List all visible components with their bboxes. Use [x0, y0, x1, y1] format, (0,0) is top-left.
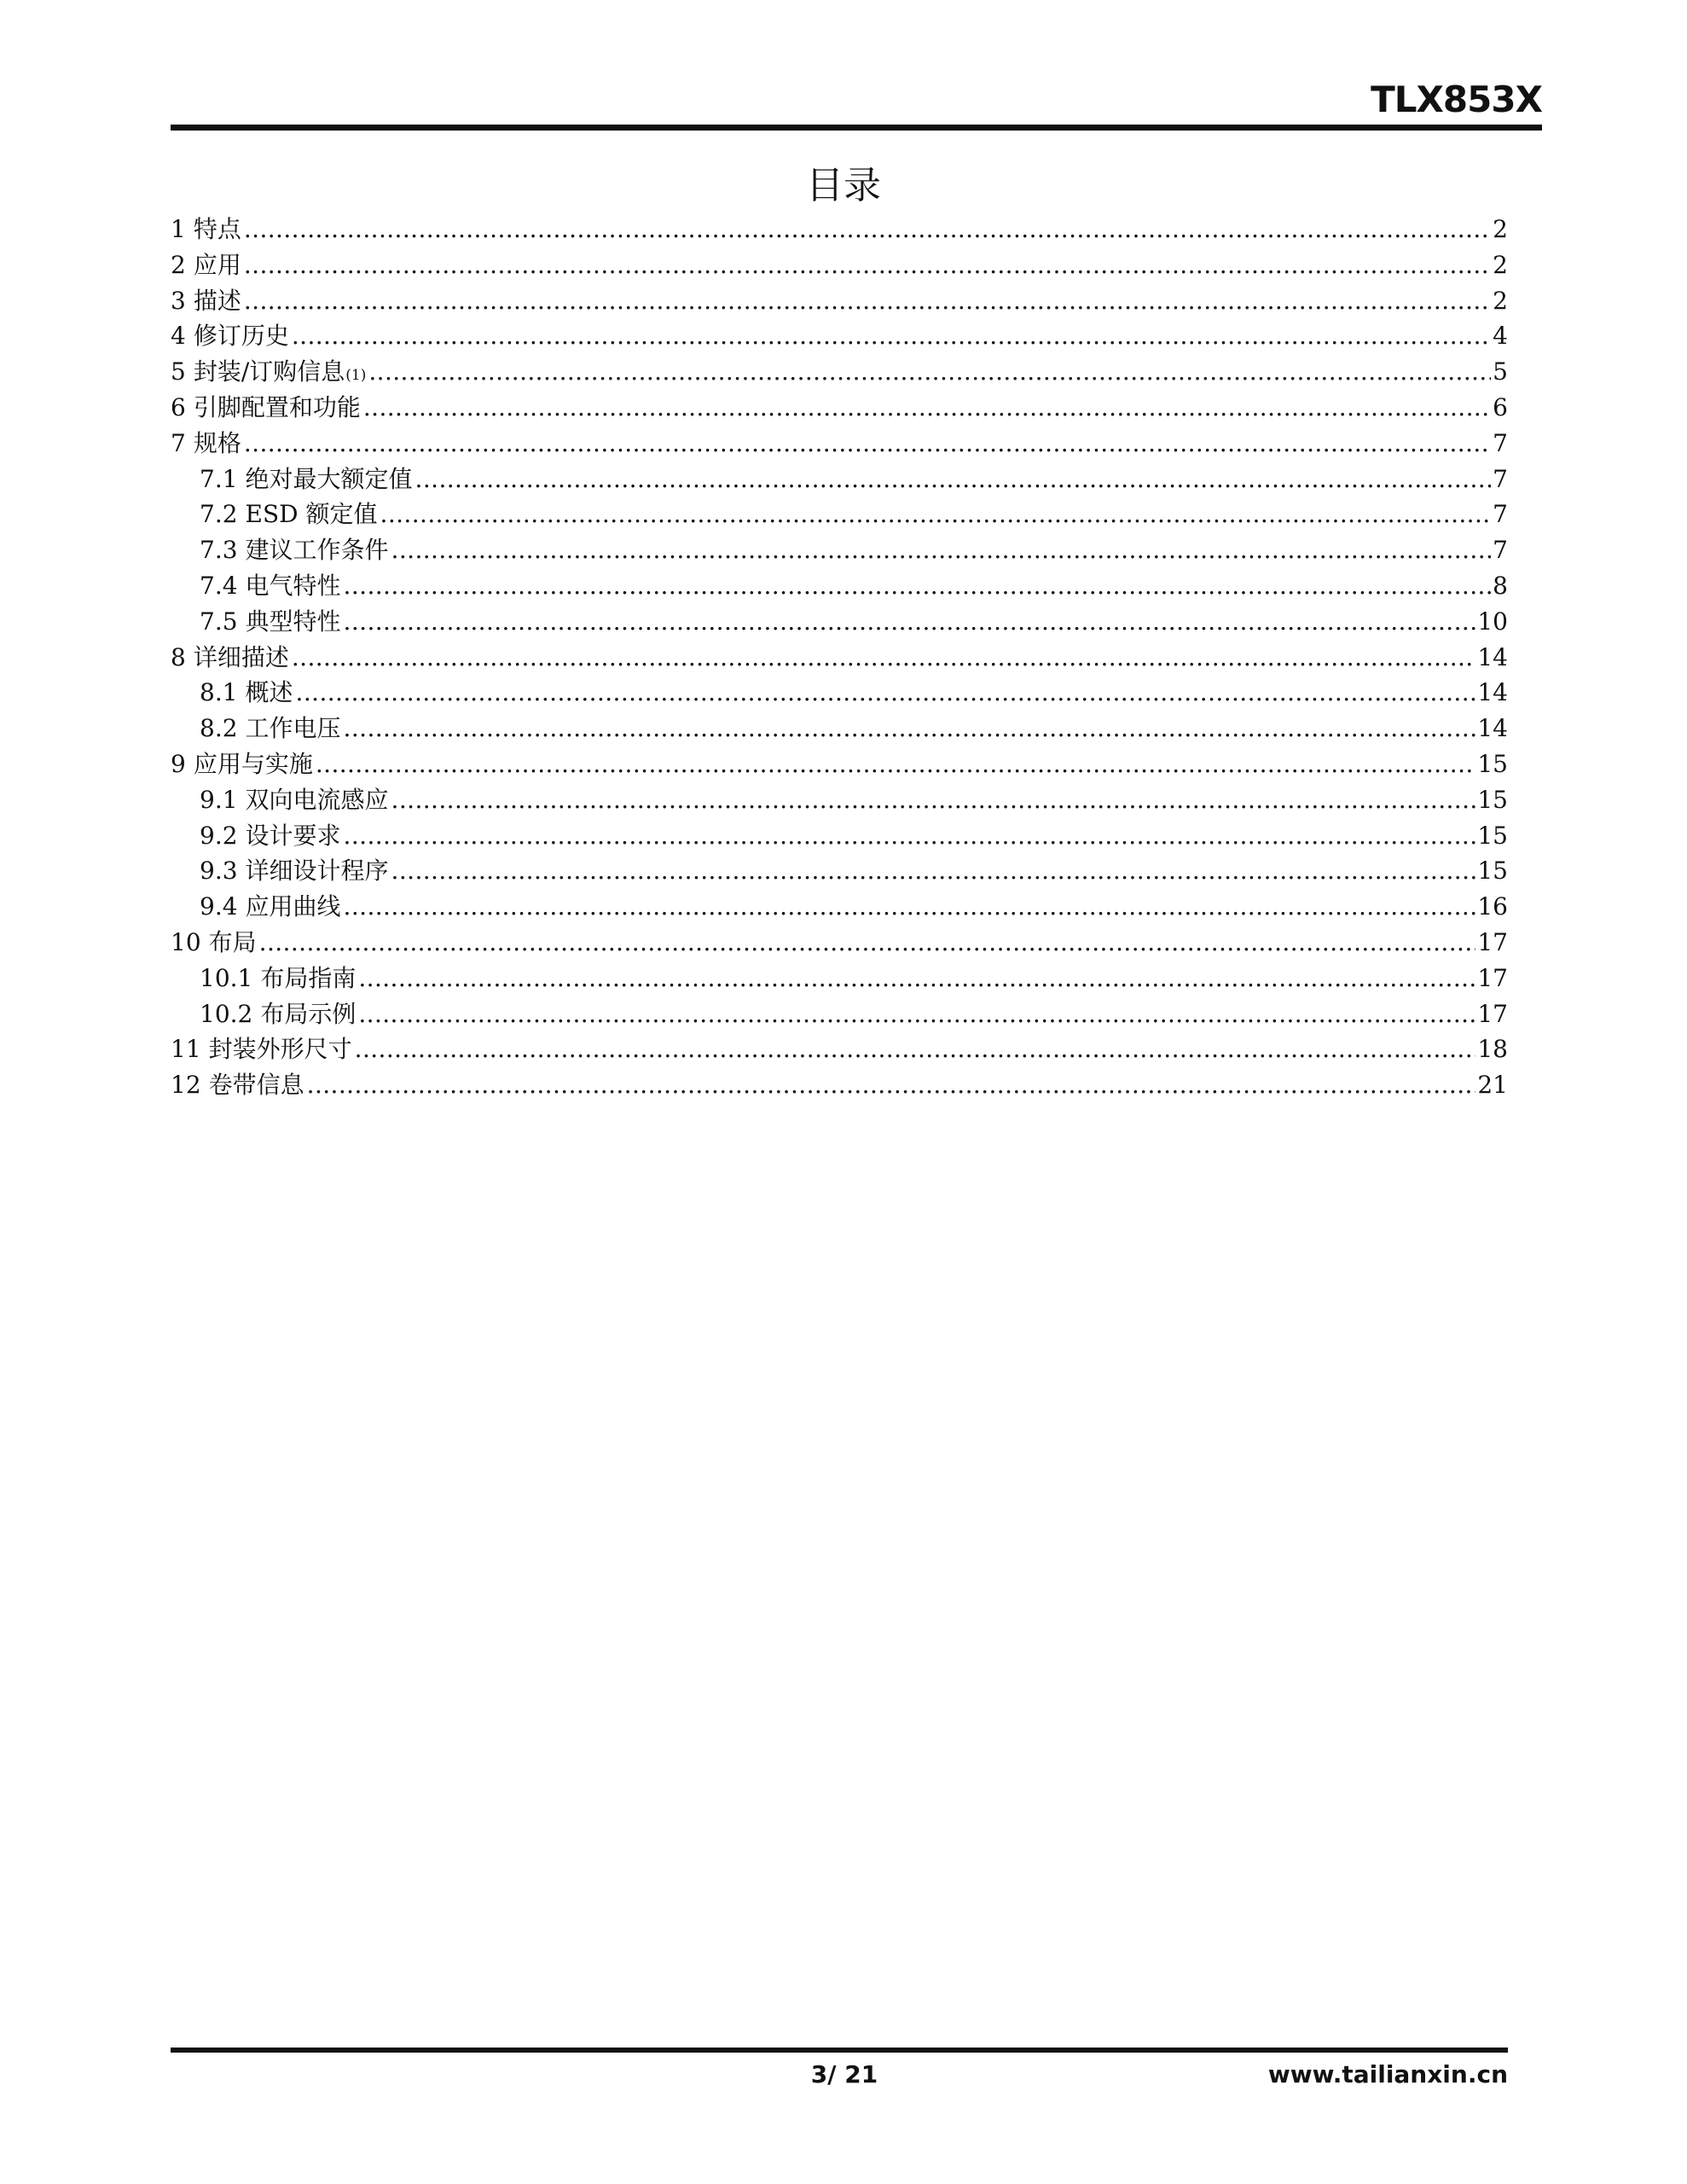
toc-entry-number: 7.1 — [200, 464, 238, 493]
toc-entry-number: 6 — [171, 392, 186, 421]
toc-subsection-entry[interactable] — [171, 889, 1508, 925]
toc-section-entry[interactable] — [171, 283, 1508, 319]
toc-entry-page-number: 17 — [1477, 963, 1508, 992]
toc-entry-number: 7.3 — [200, 536, 238, 565]
toc-entry-title: 工作电压 — [245, 714, 341, 743]
toc-entry-title: 设计要求 — [245, 821, 341, 850]
toc-entry-title: 引脚配置和功能 — [193, 392, 361, 421]
toc-subsection-entry[interactable] — [171, 568, 1508, 604]
toc-dot-leader — [244, 426, 1491, 462]
toc-entry-title: 布局 — [208, 927, 257, 956]
toc-dot-leader — [292, 318, 1491, 354]
page-indicator: 3/ 21 — [810, 2060, 878, 2088]
toc-dot-leader — [363, 390, 1491, 426]
toc-entry-number: 9.3 — [200, 857, 238, 886]
toc-entry-number: 5 — [171, 357, 186, 386]
toc-entry-title: 电气特性 — [245, 571, 341, 600]
toc-entry-title: 典型特性 — [245, 607, 341, 636]
toc-entry-page-number: 18 — [1477, 1035, 1508, 1064]
toc-dot-leader — [307, 1067, 1476, 1103]
toc-dot-leader — [344, 818, 1476, 854]
toc-entry-title: 详细设计程序 — [245, 857, 389, 886]
toc-entry-title: 应用与实施 — [193, 749, 313, 778]
toc-entry-page-number: 7 — [1493, 536, 1508, 565]
toc-entry-title: 描述 — [193, 286, 241, 315]
toc-subsection-entry[interactable] — [171, 996, 1508, 1032]
toc-entry-number: 4 — [171, 322, 186, 351]
toc-section-entry[interactable] — [171, 212, 1508, 247]
toc-subsection-entry[interactable] — [171, 675, 1508, 711]
toc-dot-leader — [391, 853, 1476, 889]
toc-entry-title: 修订历史 — [193, 322, 289, 351]
toc-entry-page-number: 15 — [1477, 749, 1508, 778]
toc-entry-title: 绝对最大额定值 — [245, 464, 413, 493]
toc-entry-page-number: 2 — [1493, 286, 1508, 315]
toc-section-entry[interactable] — [171, 390, 1508, 426]
document-product-name: TLX853X — [1371, 78, 1542, 120]
toc-entry-number: 10.2 — [200, 999, 253, 1028]
toc-entry-number: 2 — [171, 250, 186, 279]
toc-entry-page-number: 7 — [1493, 464, 1508, 493]
toc-entry-page-number: 7 — [1493, 500, 1508, 529]
toc-title: 目录 — [806, 164, 881, 207]
toc-entry-number: 9 — [171, 749, 186, 778]
toc-entry-page-number: 2 — [1493, 250, 1508, 279]
toc-subsection-entry[interactable] — [171, 711, 1508, 746]
toc-entry-number: 10 — [171, 927, 201, 956]
toc-dot-leader — [358, 961, 1475, 996]
toc-dot-leader — [344, 568, 1492, 604]
toc-entry-title: 规格 — [193, 428, 241, 457]
toc-entry-title: 建议工作条件 — [245, 536, 389, 565]
toc-subsection-entry[interactable] — [171, 604, 1508, 640]
toc-dot-leader — [316, 746, 1476, 782]
toc-entry-number: 3 — [171, 286, 186, 315]
toc-subsection-entry[interactable] — [171, 462, 1508, 497]
toc-section-entry[interactable] — [171, 247, 1508, 283]
toc-subsection-entry[interactable] — [171, 782, 1508, 818]
toc-dot-leader — [358, 996, 1475, 1032]
toc-section-entry[interactable] — [171, 746, 1508, 782]
toc-entry-page-number: 6 — [1493, 392, 1508, 421]
toc-entry-page-number: 5 — [1493, 357, 1508, 386]
toc-dot-leader — [259, 925, 1476, 961]
toc-entry-title: 应用 — [193, 250, 241, 279]
website-link[interactable]: www.tailianxin.cn — [1267, 2060, 1508, 2088]
toc-entry-page-number: 8 — [1493, 571, 1508, 600]
toc-entry-title: 布局示例 — [260, 999, 357, 1028]
toc-entry-number: 9.2 — [200, 821, 238, 850]
toc-entry-number: 7.2 — [200, 500, 238, 529]
toc-entry-number: 11 — [171, 1035, 201, 1064]
toc-entry-number: 7.4 — [200, 571, 238, 600]
toc-entry-number: 9.4 — [200, 892, 238, 921]
toc-entry-page-number: 14 — [1477, 642, 1508, 671]
toc-entry-page-number: 15 — [1477, 785, 1508, 814]
toc-entry-title: 双向电流感应 — [245, 785, 389, 814]
toc-entry-number: 7 — [171, 428, 186, 457]
toc-entry-title: 封装/订购信息 — [193, 357, 345, 386]
toc-entry-page-number: 14 — [1477, 678, 1508, 707]
toc-section-entry[interactable] — [171, 1067, 1508, 1103]
toc-entry-title: 布局指南 — [260, 963, 357, 992]
toc-dot-leader — [244, 283, 1491, 319]
toc-entry-number: 8 — [171, 642, 186, 671]
toc-dot-leader — [415, 462, 1492, 497]
toc-section-entry[interactable] — [171, 318, 1508, 354]
toc-dot-leader — [244, 212, 1491, 247]
toc-dot-leader — [344, 711, 1476, 746]
toc-entry-title: 详细描述 — [193, 642, 289, 671]
toc-entry-number: 7.5 — [200, 607, 238, 636]
toc-subsection-entry[interactable] — [171, 853, 1508, 889]
toc-section-entry[interactable] — [171, 1031, 1508, 1067]
toc-dot-leader — [391, 532, 1492, 568]
toc-dot-leader — [344, 889, 1476, 925]
toc-entry-number: 1 — [171, 215, 186, 243]
toc-entry-number: 9.1 — [200, 785, 238, 814]
toc-dot-leader — [391, 782, 1476, 818]
toc-entry-page-number: 15 — [1477, 857, 1508, 886]
toc-entry-page-number: 7 — [1493, 428, 1508, 457]
toc-subsection-entry[interactable] — [171, 818, 1508, 854]
table-of-contents — [171, 212, 1508, 1103]
toc-entry-page-number: 21 — [1477, 1071, 1508, 1100]
toc-entry-title: 概述 — [245, 678, 293, 707]
toc-entry-page-number: 17 — [1477, 927, 1508, 956]
toc-entry-number: 12 — [171, 1071, 201, 1100]
toc-entry-number: 10.1 — [200, 963, 253, 992]
toc-entry-number: 8.2 — [200, 714, 238, 743]
toc-section-entry[interactable] — [171, 354, 1508, 390]
header-rule — [171, 125, 1542, 131]
toc-dot-leader — [296, 675, 1476, 711]
toc-entry-page-number: 15 — [1477, 821, 1508, 850]
toc-dot-leader — [244, 247, 1491, 283]
toc-entry-page-number: 14 — [1477, 714, 1508, 743]
toc-dot-leader — [292, 640, 1476, 676]
toc-subsection-entry[interactable] — [171, 497, 1508, 532]
toc-subsection-entry[interactable] — [171, 961, 1508, 996]
footer-rule — [171, 2048, 1508, 2053]
toc-section-entry[interactable] — [171, 426, 1508, 462]
toc-entry-title: 卷带信息 — [208, 1071, 304, 1100]
toc-subsection-entry[interactable] — [171, 532, 1508, 568]
toc-entry-footnote-marker: (1) — [345, 367, 367, 385]
toc-entry-title: ESD 额定值 — [245, 500, 378, 529]
toc-entry-page-number: 4 — [1493, 322, 1508, 351]
toc-entry-page-number: 17 — [1477, 999, 1508, 1028]
toc-section-entry[interactable] — [171, 925, 1508, 961]
toc-entry-page-number: 10 — [1477, 607, 1508, 636]
toc-entry-page-number: 2 — [1493, 215, 1508, 243]
toc-dot-leader — [380, 497, 1492, 532]
toc-section-entry[interactable] — [171, 640, 1508, 676]
toc-dot-leader — [368, 354, 1491, 390]
toc-entry-page-number: 16 — [1477, 892, 1508, 921]
toc-entry-title: 应用曲线 — [245, 892, 341, 921]
toc-entry-title: 特点 — [193, 215, 241, 243]
toc-dot-leader — [344, 604, 1476, 640]
toc-entry-number: 8.1 — [200, 678, 238, 707]
toc-entry-title: 封装外形尺寸 — [208, 1035, 352, 1064]
toc-dot-leader — [355, 1031, 1476, 1067]
